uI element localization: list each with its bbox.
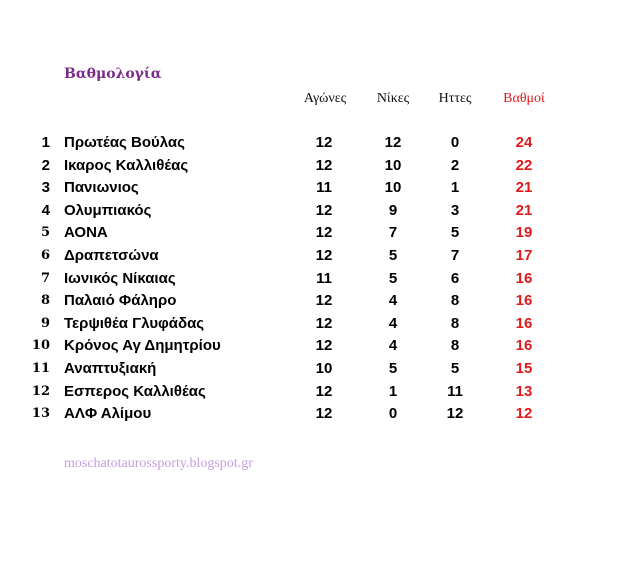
team-name-cell: Τερψιθέα Γλυφάδας	[64, 314, 205, 332]
table-row	[0, 200, 640, 222]
wins-cell: 4	[388, 337, 398, 355]
played-cell: 12	[315, 337, 333, 355]
rank-cell: 8	[40, 293, 50, 309]
losses-cell: 2	[450, 156, 460, 174]
points-cell: 12	[515, 405, 533, 423]
rank-cell: 6	[40, 248, 50, 263]
points-cell: 21	[515, 179, 533, 197]
rank-cell: 13	[31, 406, 50, 422]
team-name-cell: ΑΟΝΑ	[64, 224, 108, 242]
table-row	[0, 290, 640, 312]
losses-cell: 3	[450, 201, 460, 219]
team-name-cell: Κρόνος Αγ Δημητρίου	[64, 337, 221, 355]
losses-cell: 5	[450, 224, 460, 242]
points-cell: 16	[515, 292, 533, 310]
blog-footer-text: moschatotaurossporty.blogspot.gr	[64, 456, 253, 471]
column-header-played: Αγώνες	[303, 91, 347, 106]
wins-cell: 4	[388, 314, 398, 332]
rank-cell: 4	[41, 201, 50, 219]
team-name-cell: Αναπτυξιακή	[64, 360, 157, 377]
losses-cell: 11	[447, 382, 463, 400]
rank-cell: 3	[41, 179, 50, 197]
rank-cell: 9	[40, 315, 50, 331]
losses-cell: 7	[450, 247, 460, 264]
rank-cell: 10	[31, 338, 50, 354]
rank-cell: 7	[40, 270, 50, 286]
points-cell: 21	[515, 201, 533, 219]
losses-cell: 12	[446, 405, 464, 423]
team-name-cell: Παλαιό Φάληρο	[64, 292, 177, 310]
team-name-cell: Δραπετσώνα	[64, 247, 159, 264]
wins-cell: 12	[384, 134, 402, 151]
played-cell: 12	[315, 224, 333, 242]
wins-cell: 1	[388, 382, 398, 400]
wins-cell: 0	[388, 405, 398, 423]
played-cell: 11	[316, 269, 332, 287]
table-row	[0, 245, 640, 267]
team-name-cell: ΑΛΦ Αλίμου	[64, 405, 152, 423]
losses-cell: 8	[450, 337, 460, 355]
rank-cell: 1	[41, 134, 50, 151]
wins-cell: 4	[388, 292, 398, 310]
column-header-points: Βαθμοί	[503, 91, 545, 106]
losses-cell: 8	[450, 292, 460, 310]
wins-cell: 10	[384, 156, 402, 174]
table-row	[0, 268, 640, 290]
points-cell: 17	[515, 247, 533, 264]
rank-cell: 2	[41, 156, 50, 174]
rank-cell: 11	[31, 361, 50, 376]
team-name-cell: Πρωτέας Βούλας	[64, 134, 185, 151]
points-cell: 22	[515, 156, 533, 174]
losses-cell: 8	[450, 314, 460, 332]
played-cell: 12	[315, 382, 333, 400]
points-cell: 16	[515, 269, 533, 287]
table-row	[0, 222, 640, 244]
played-cell: 12	[315, 405, 333, 423]
losses-cell: 1	[450, 179, 460, 197]
column-header-losses: Ηττες	[438, 91, 472, 106]
played-cell: 12	[315, 156, 333, 174]
played-cell: 10	[315, 360, 333, 377]
points-cell: 16	[515, 337, 533, 355]
losses-cell: 0	[450, 134, 460, 151]
played-cell: 11	[316, 179, 332, 197]
played-cell: 12	[315, 314, 333, 332]
played-cell: 12	[315, 292, 333, 310]
losses-cell: 6	[450, 269, 460, 287]
played-cell: 12	[315, 201, 333, 219]
table-row	[0, 403, 640, 425]
wins-cell: 5	[388, 247, 398, 264]
played-cell: 12	[315, 134, 333, 151]
column-header-wins: Νίκες	[376, 91, 410, 106]
losses-cell: 5	[450, 360, 460, 377]
standings-title: Βαθμολογία	[64, 66, 162, 82]
points-cell: 15	[515, 360, 533, 377]
table-row	[0, 358, 640, 380]
wins-cell: 5	[388, 269, 398, 287]
team-name-cell: Εσπερος Καλλιθέας	[64, 382, 206, 400]
table-row	[0, 335, 640, 357]
played-cell: 12	[315, 247, 333, 264]
team-name-cell: Πανιωνιος	[64, 179, 139, 197]
points-cell: 19	[515, 224, 533, 242]
table-row	[0, 381, 640, 403]
wins-cell: 10	[384, 179, 402, 197]
team-name-cell: Ιωνικός Νίκαιας	[64, 269, 176, 287]
points-cell: 16	[515, 314, 533, 332]
wins-cell: 5	[388, 360, 398, 377]
points-cell: 13	[515, 382, 533, 400]
points-cell: 24	[515, 134, 533, 151]
rank-cell: 12	[31, 383, 50, 399]
rank-cell: 5	[40, 225, 50, 241]
table-row	[0, 177, 640, 199]
team-name-cell: Ικαρος Καλλιθέας	[64, 156, 189, 174]
table-row	[0, 155, 640, 177]
table-row	[0, 313, 640, 335]
team-name-cell: Ολυμπιακός	[64, 201, 152, 219]
wins-cell: 9	[388, 201, 398, 219]
table-row	[0, 132, 640, 154]
wins-cell: 7	[388, 224, 398, 242]
